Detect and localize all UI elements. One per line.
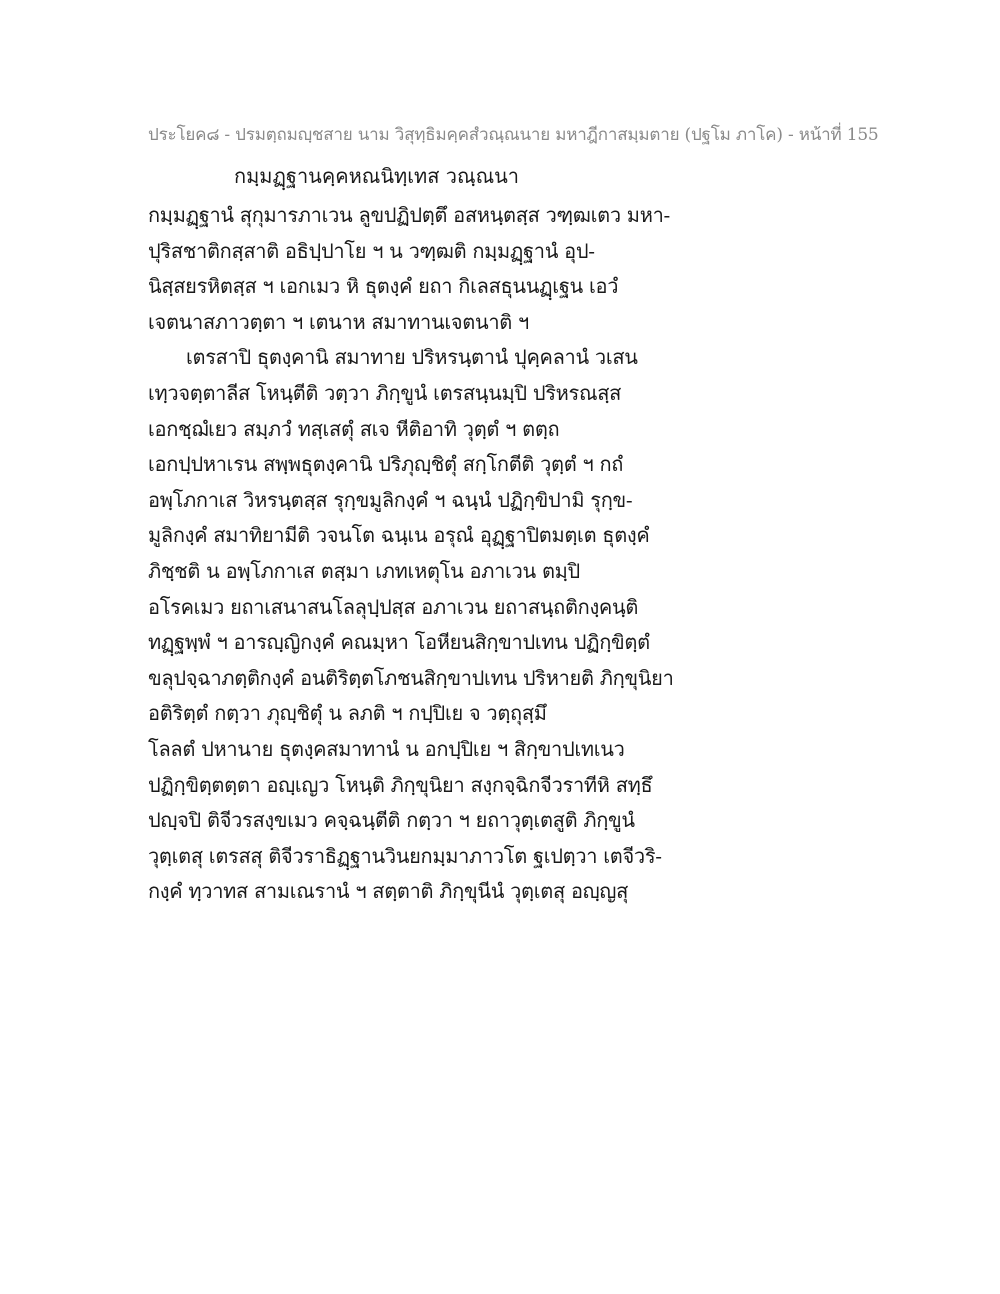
text-line: ปญฺจปิ ติจีวรสงฺขเมว คจฺฉนฺตีติ กตฺวา ฯ ยถาวุตฺเตสูติ ภิกฺขูนํ [148,808,635,833]
paragraph-start-line: เตรสาปิ ธุตงฺคานิ สมาทาย ปริหรนฺตานํ ปุคฺคลานํ วเสน [186,345,638,370]
text-line: อพฺโภกาเส วิหรนฺตสฺส รุกฺขมูลิกงฺคํ ฯ ฉนฺนํ ปฏิกฺขิปามิ รุกฺข- [148,487,633,512]
text-line: ทฏฺฐพฺพํ ฯ อารญฺญิกงฺคํ คณมฺหา โอหียนสิกฺขาปเทน ปฏิกฺขิตฺตํ [148,630,650,655]
text-line: เจตนาสภาวตฺตา ฯ เตนาห สมาทานเจตนาติ ฯ [148,309,529,334]
text-line: เอกปฺปหาเรน สพฺพธุตงฺคานิ ปริภุญฺชิตุํ สกฺโกตีติ วุตฺตํ ฯ กถํ [148,452,624,477]
text-line: มูลิกงฺคํ สมาทิยามีติ วจนโต ฉนฺเน อรุณํ อุฏฺฐาปิตมตฺเต ธุตงฺคํ [148,523,650,548]
text-line: ปุริสชาติกสฺสาติ อธิปฺปาโย ฯ น วฑฺฒติ กมฺมฏฺฐานํ อุป- [148,238,595,263]
text-line: ปฏิกฺขิตฺตตฺตา อญฺเญว โหนฺติ ภิกฺขุนิยา สงฺกจฺฉิกจีวราทีหิ สทฺธึ [148,772,653,797]
text-line: กมฺมฏฺฐานํ สุกุมารภาเวน ลูขปฏิปตฺตึ อสหนฺตสฺส วฑฺฒเตว มหา- [148,203,670,227]
text-line: กงฺคํ ทฺวาทส สามเณรานํ ฯ สตฺตาติ ภิกฺขุนีนํ วุตฺเตสุ อญฺญสุ [148,879,629,904]
text-line: เทฺวจตฺตาลีส โหนฺตีติ วตฺวา ภิกฺขูนํ เตรสนฺนมฺปิ ปริหรณสฺส [148,380,622,405]
text-line: เอกชฺฌํเยว สมฺภวํ ทสฺเสตุํ สเจ หีติอาทิ วุตฺตํ ฯ ตตฺถ [148,416,560,441]
text-line: ขลุปจฺฉาภตฺติกงฺคํ อนติริตฺตโภชนสิกฺขาปเทน ปริหายติ ภิกฺขุนิยา [148,665,674,690]
text-line: โลลตํ ปหานาย ธุตงฺคสมาทานํ น อกปฺปิเย ฯ สิกฺขาปเทเนว [148,736,625,761]
text-line: อติริตฺตํ กตฺวา ภุญฺชิตุํ น ลภติ ฯ กปฺปิเย จ วตฺถุสฺมึ [148,701,547,726]
text-line: วุตฺเตสุ เตรสสุ ติจีวราธิฏฺฐานวินยกมฺมาภาวโต ฐเปตฺวา เตจีวริ- [148,843,662,868]
text-line: ภิชฺชติ น อพฺโภกาเส ตสฺมา เภทเหตุโน อภาเวน ตมฺปิ [148,558,580,583]
body-text [148,198,688,910]
text-line: นิสฺสยรหิตสฺส ฯ เอกเมว หิ ธุตงฺคํ ยถา กิเลสธุนนฏฺเฐน เอวํ [148,274,619,299]
running-header: ประโยค๘ - ปรมตฺถมญฺชสาย นาม วิสุทฺธิมคฺคสํวณฺณนาย มหาฎีกาสมฺมตาย (ปฐโม ภาโค) - หน้าที่ 155 [148,125,879,145]
text-line: อโรคเมว ยถาเสนาสนโลลุปฺปสฺส อภาเวน ยถาสนฺถติกงฺคนฺติ [148,594,639,619]
section-heading: กมฺมฏฺฐานคฺคหณนิทฺเทส วณฺณนา [234,164,520,188]
